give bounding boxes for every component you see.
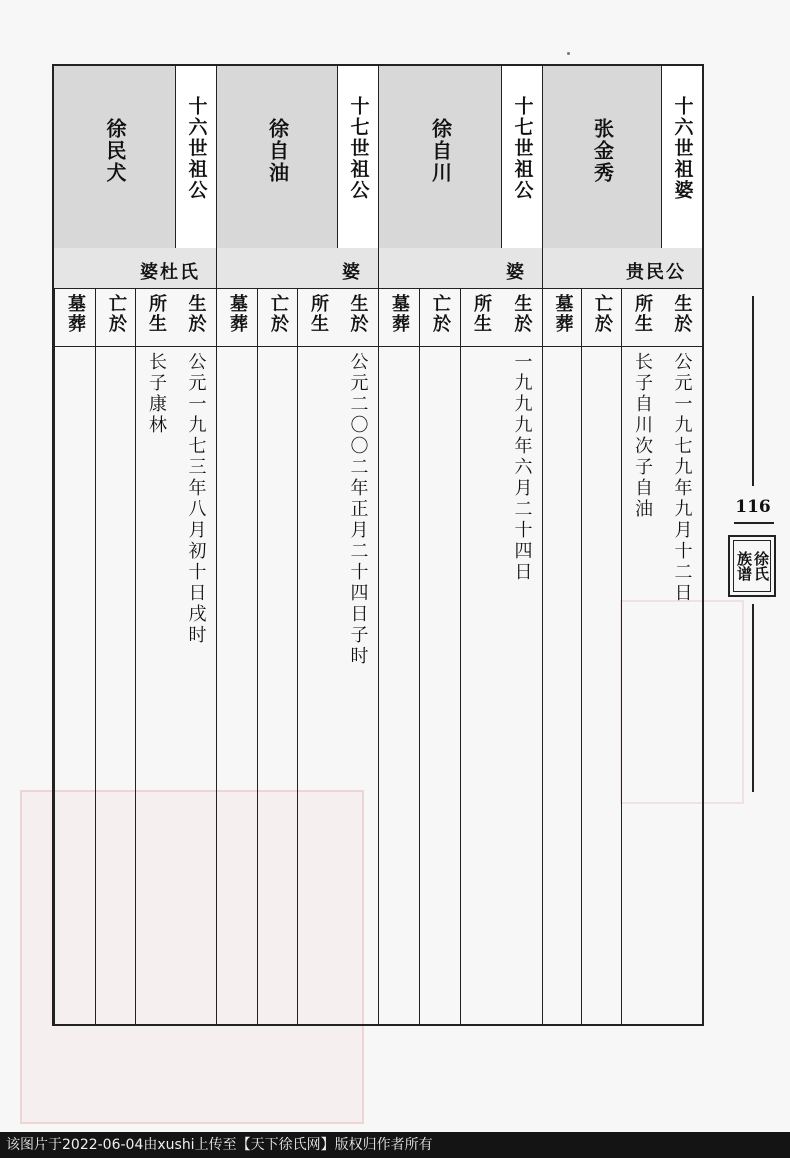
field-burial xyxy=(216,288,257,1024)
field-label: 亡於 xyxy=(268,294,289,334)
spouse-label: 婆 xyxy=(506,262,526,283)
field-born xyxy=(337,288,378,1024)
speck xyxy=(567,52,570,55)
field-label: 亡於 xyxy=(592,294,613,334)
field-value: 长子自川次子自油 xyxy=(632,352,653,520)
page-number: 116 xyxy=(735,497,771,517)
field-burial xyxy=(378,288,419,1024)
spouse-label: 贵民公 xyxy=(626,262,686,283)
badge-text-2: 族谱 xyxy=(735,551,753,581)
field-burial xyxy=(542,288,582,1024)
generation-label: 十六世祖婆 xyxy=(671,96,694,201)
field-born xyxy=(175,288,216,1024)
field-children xyxy=(621,288,662,1024)
book-title-badge xyxy=(728,535,776,597)
person-name: 徐自油 xyxy=(265,118,290,184)
field-died xyxy=(581,288,622,1024)
generation-label: 十六世祖公 xyxy=(185,96,208,201)
field-children xyxy=(135,288,176,1024)
field-children xyxy=(460,288,501,1024)
field-label: 亡於 xyxy=(106,294,127,334)
field-label: 亡於 xyxy=(430,294,451,334)
field-label: 生於 xyxy=(511,294,533,334)
field-label: 生於 xyxy=(185,294,207,334)
field-died xyxy=(419,288,460,1024)
field-label: 墓葬 xyxy=(389,294,410,334)
field-label: 生於 xyxy=(347,294,369,334)
upload-notice-footer: 该图片于2022-06-04由xushi上传至【天下徐氏网】版权归作者所有 xyxy=(0,1132,790,1158)
spouse-label: 婆 xyxy=(342,262,362,283)
field-label: 所生 xyxy=(146,294,167,334)
page-number-rule xyxy=(734,522,774,524)
field-label: 所生 xyxy=(632,294,653,334)
field-label: 墓葬 xyxy=(552,294,574,334)
generation-label: 十七世祖公 xyxy=(511,96,534,201)
field-value: 公元二〇〇二年正月二十四日子时 xyxy=(347,352,369,667)
side-rule-bottom xyxy=(752,604,754,792)
field-label: 所生 xyxy=(308,294,329,334)
column-3 xyxy=(216,66,378,1024)
field-died xyxy=(95,288,136,1024)
field-born xyxy=(501,288,542,1024)
generation-label: 十七世祖公 xyxy=(347,96,370,201)
spouse-label: 婆杜氏 xyxy=(140,262,200,283)
genealogy-table xyxy=(52,64,704,1026)
field-value: 公元一九七三年八月初十日戌时 xyxy=(185,352,207,646)
field-label: 所生 xyxy=(471,294,492,334)
field-value: 长子康林 xyxy=(146,352,167,436)
field-born xyxy=(661,288,702,1024)
field-label: 墓葬 xyxy=(227,294,248,334)
side-rule-top xyxy=(752,296,754,486)
field-label: 生於 xyxy=(671,294,693,334)
field-value: 公元一九七九年九月十二日 xyxy=(671,352,693,604)
badge-text-1: 徐氏 xyxy=(752,551,770,581)
person-name: 徐自川 xyxy=(428,118,453,184)
column-1 xyxy=(542,66,702,1024)
person-name: 徐民犬 xyxy=(103,118,127,184)
field-value: 一九九九年六月二十四日 xyxy=(511,352,533,583)
person-name: 张金秀 xyxy=(590,118,615,184)
field-label: 墓葬 xyxy=(65,294,86,334)
field-children xyxy=(297,288,338,1024)
field-burial xyxy=(54,288,95,1024)
column-2 xyxy=(378,66,542,1024)
column-4 xyxy=(54,66,216,1024)
field-died xyxy=(257,288,298,1024)
